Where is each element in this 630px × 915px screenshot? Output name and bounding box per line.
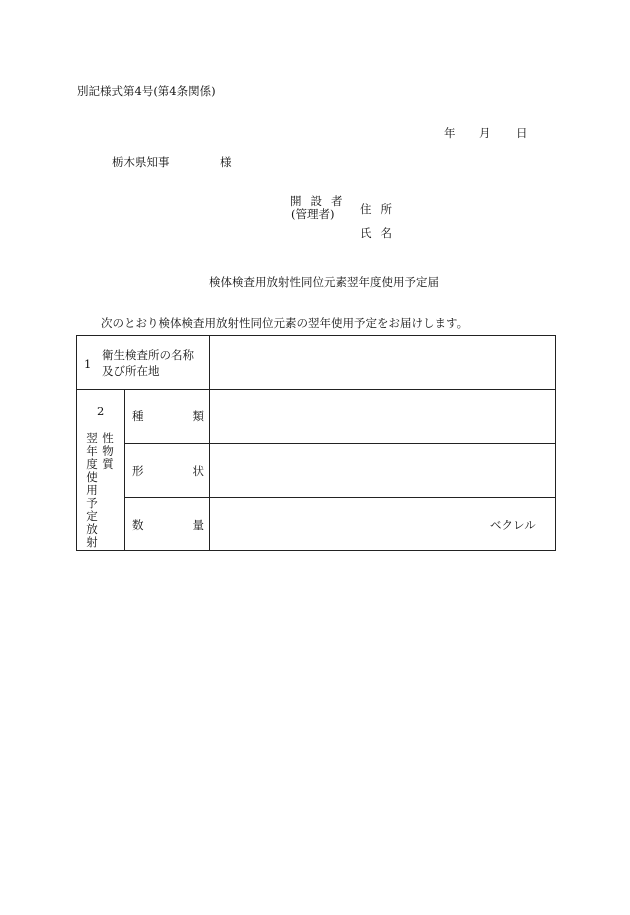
form-number-label: 別記様式第4号(第4条関係)	[77, 84, 216, 98]
document-title: 検体検査用放射性同位元素翌年度使用予定届	[209, 275, 439, 289]
row2-vertical-label-col2: 性物質	[102, 431, 114, 471]
addressee: 栃木県知事	[112, 155, 170, 169]
row-label-quantity-a: 数	[132, 518, 144, 532]
name-label: 氏名	[360, 226, 401, 240]
intro-text: 次のとおり検体検査用放射性同位元素の翌年使用予定をお届けします。	[101, 316, 469, 330]
table-divider	[124, 497, 555, 498]
row-label-shape-b: 状	[192, 464, 204, 478]
table-divider	[124, 389, 125, 550]
row-label-kind	[132, 411, 204, 423]
quantity-unit: ベクレル	[490, 518, 536, 532]
address-label: 住所	[360, 202, 401, 216]
date-day-label: 日	[516, 126, 528, 140]
table-divider	[209, 336, 210, 550]
row1-label-line2: 及び所在地	[102, 364, 160, 378]
row1-number: 1	[84, 357, 92, 371]
form-table	[76, 335, 556, 551]
applicant-role-sub: (管理者)	[291, 207, 335, 221]
row-label-quantity-b: 量	[192, 518, 204, 532]
date-month-label: 月	[479, 126, 491, 140]
table-divider	[77, 389, 555, 390]
row-label-shape	[132, 466, 204, 478]
applicant-role: 開設者	[290, 194, 352, 208]
row2-number: 2	[97, 404, 105, 418]
addressee-honorific: 様	[220, 155, 232, 169]
row-label-kind-a: 種	[132, 409, 144, 423]
row-label-kind-b: 類	[192, 409, 204, 423]
row-label-quantity	[132, 520, 204, 532]
date-year-label: 年	[444, 126, 456, 140]
row1-label-line1: 衛生検査所の名称	[102, 348, 194, 362]
row2-vertical-label-col1: 翌年度使用予定放射	[86, 431, 98, 549]
table-divider	[124, 443, 555, 444]
row-label-shape-a: 形	[132, 464, 144, 478]
